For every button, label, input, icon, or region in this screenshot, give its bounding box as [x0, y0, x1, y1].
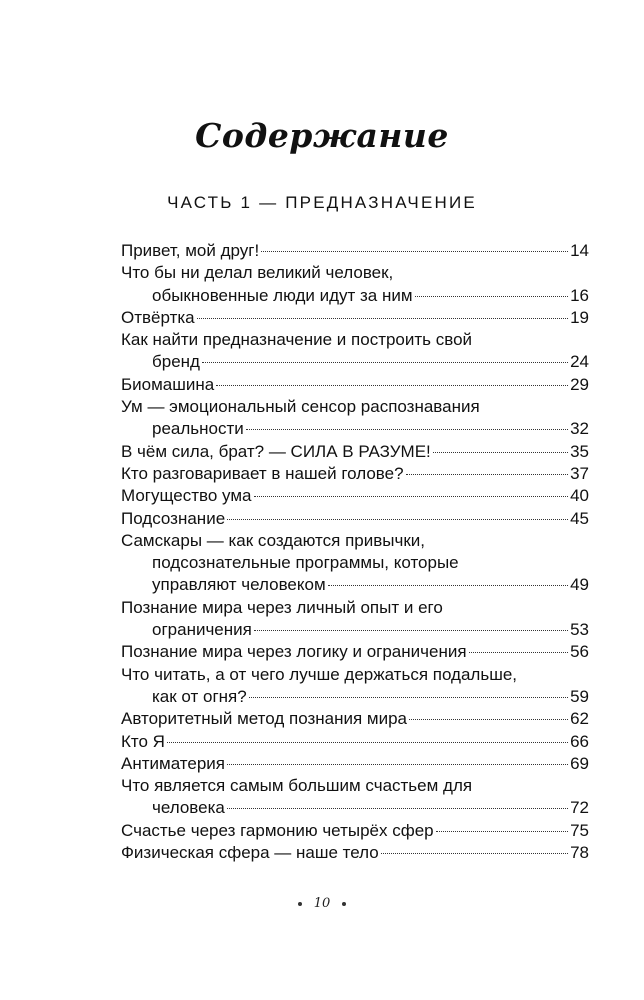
footer-dot-right	[342, 902, 346, 906]
toc-entry	[121, 708, 589, 730]
table-of-contents	[121, 240, 589, 864]
footer-dot-left	[298, 902, 302, 906]
toc-entry-title: реальности	[152, 419, 244, 439]
toc-entry-title: обыкновенные люди идут за ним	[152, 285, 413, 305]
toc-entry-title: подсознательные программы, которые	[152, 553, 459, 573]
toc-entry-line	[121, 329, 589, 351]
dot-leader	[436, 831, 568, 832]
toc-entry	[121, 820, 589, 842]
toc-entry-title: Кто разговаривает в нашей голове?	[121, 463, 404, 483]
toc-entry-line	[121, 753, 589, 775]
toc-entry-page: 53	[570, 620, 589, 640]
toc-entry	[121, 664, 589, 709]
toc-entry-line	[121, 664, 589, 686]
toc-entry-title: Что бы ни делал великий человек,	[121, 263, 394, 283]
toc-entry-title: Ум — эмоциональный сенсор распознавания	[121, 397, 480, 417]
toc-entry-title: Подсознание	[121, 508, 226, 528]
dot-leader	[415, 296, 569, 297]
toc-entry	[121, 329, 589, 374]
toc-entry-page: 32	[570, 419, 589, 439]
toc-entry-title: Антиматерия	[121, 753, 225, 773]
toc-entry-title: Могущество ума	[121, 486, 252, 506]
toc-entry	[121, 485, 589, 507]
toc-entry-page: 78	[570, 843, 589, 863]
dot-leader	[197, 318, 568, 319]
toc-entry	[121, 262, 589, 307]
dot-leader	[167, 742, 568, 743]
toc-entry-line	[121, 240, 589, 262]
toc-entry-line	[121, 396, 589, 418]
toc-entry-line	[121, 374, 589, 396]
toc-entry-page: 69	[570, 753, 589, 773]
toc-entry-page: 40	[570, 486, 589, 506]
dot-leader	[246, 429, 568, 430]
toc-entry-line	[121, 485, 589, 507]
toc-entry-title: Авторитетный метод познания мира	[121, 709, 408, 729]
toc-entry	[121, 597, 589, 642]
toc-entry-page: 14	[570, 241, 589, 260]
toc-entry-line	[121, 708, 589, 730]
dot-leader	[254, 496, 569, 497]
toc-entry-page: 59	[570, 686, 589, 706]
toc-entry	[121, 842, 589, 864]
dot-leader	[227, 808, 568, 809]
toc-entry-line	[121, 619, 589, 641]
toc-entry-line	[121, 775, 589, 797]
toc-entry-page: 37	[570, 463, 589, 483]
toc-entry-title: Что читать, а от чего лучше держаться подальше,	[121, 664, 518, 684]
toc-entry-page: 49	[570, 575, 589, 595]
toc-entry-title: человека	[152, 798, 225, 818]
toc-entry-page: 19	[570, 307, 589, 327]
toc-entry	[121, 240, 589, 262]
toc-entry-title: Привет, мой друг!	[121, 241, 260, 260]
toc-entry-line	[121, 842, 589, 864]
toc-entry-title: Познание мира через логику и ограничения	[121, 642, 467, 662]
toc-entry-title: В чём сила, брат? — СИЛА В РАЗУМЕ!	[121, 441, 431, 461]
toc-entry-line	[121, 285, 589, 307]
toc-entry-line	[121, 552, 589, 574]
toc-entry-line	[121, 351, 589, 373]
dot-leader	[254, 630, 568, 631]
toc-entry-line	[121, 641, 589, 663]
toc-entry-page: 56	[570, 642, 589, 662]
toc-entry-line	[121, 530, 589, 552]
dot-leader	[406, 474, 569, 475]
toc-entry-line	[121, 441, 589, 463]
dot-leader	[433, 452, 568, 453]
toc-entry-title: Что является самым большим счастьем для	[121, 776, 473, 796]
dot-leader	[227, 764, 568, 765]
toc-entry-title: ограничения	[152, 620, 252, 640]
toc-entry-title: Познание мира через личный опыт и его	[121, 597, 443, 617]
toc-entry	[121, 463, 589, 485]
toc-entry	[121, 731, 589, 753]
toc-entry-title: бренд	[152, 352, 200, 372]
toc-entry-page: 35	[570, 441, 589, 461]
dot-leader	[227, 519, 568, 520]
page-footer	[0, 896, 644, 911]
toc-entry	[121, 530, 589, 597]
dot-leader	[381, 853, 568, 854]
toc-entry-line	[121, 418, 589, 440]
toc-entry-page: 75	[570, 820, 589, 840]
toc-entry-title: Самскары — как создаются привычки,	[121, 530, 425, 550]
toc-entry-page: 45	[570, 508, 589, 528]
toc-entry	[121, 508, 589, 530]
toc-entry	[121, 775, 589, 820]
part-title: ЧАСТЬ 1 — ПРЕДНАЗНАЧЕНИЕ	[167, 193, 477, 212]
dot-leader	[261, 251, 568, 252]
toc-entry-title: Как найти предназначение и построить свой	[121, 330, 473, 350]
dot-leader	[216, 385, 568, 386]
dot-leader	[249, 697, 568, 698]
toc-entry-line	[121, 574, 589, 596]
toc-entry	[121, 396, 589, 441]
toc-entry-line	[121, 686, 589, 708]
toc-entry	[121, 374, 589, 396]
toc-entry-page: 72	[570, 798, 589, 818]
toc-entry-page: 66	[570, 731, 589, 751]
toc-entry-title: Счастье через гармонию четырёх сфер	[121, 820, 434, 840]
toc-entry	[121, 307, 589, 329]
toc-entry-title: Физическая сфера — наше тело	[121, 843, 379, 863]
toc-entry-line	[121, 307, 589, 329]
toc-entry	[121, 641, 589, 663]
toc-entry-page: 24	[570, 352, 589, 372]
toc-entry-line	[121, 797, 589, 819]
toc-entry-title: Кто Я	[121, 731, 165, 751]
toc-entry-line	[121, 508, 589, 530]
toc-entry-title: управляют человеком	[152, 575, 326, 595]
contents-heading: Содержание	[195, 116, 449, 155]
toc-entry-page: 62	[570, 709, 589, 729]
toc-entry-title: Отвёртка	[121, 307, 195, 327]
toc-entry-page: 29	[570, 374, 589, 394]
toc-entry-title: Биомашина	[121, 374, 215, 394]
toc-entry-page: 16	[570, 285, 589, 305]
toc-entry-line	[121, 597, 589, 619]
toc-entry-line	[121, 463, 589, 485]
page-number: 10	[313, 896, 331, 911]
toc-entry-title: как от огня?	[152, 686, 247, 706]
toc-entry	[121, 753, 589, 775]
toc-entry-line	[121, 820, 589, 842]
dot-leader	[328, 585, 568, 586]
toc-entry-line	[121, 731, 589, 753]
dot-leader	[469, 652, 569, 653]
dot-leader	[409, 719, 568, 720]
toc-entry	[121, 441, 589, 463]
dot-leader	[202, 362, 568, 363]
toc-entry-line	[121, 262, 589, 284]
